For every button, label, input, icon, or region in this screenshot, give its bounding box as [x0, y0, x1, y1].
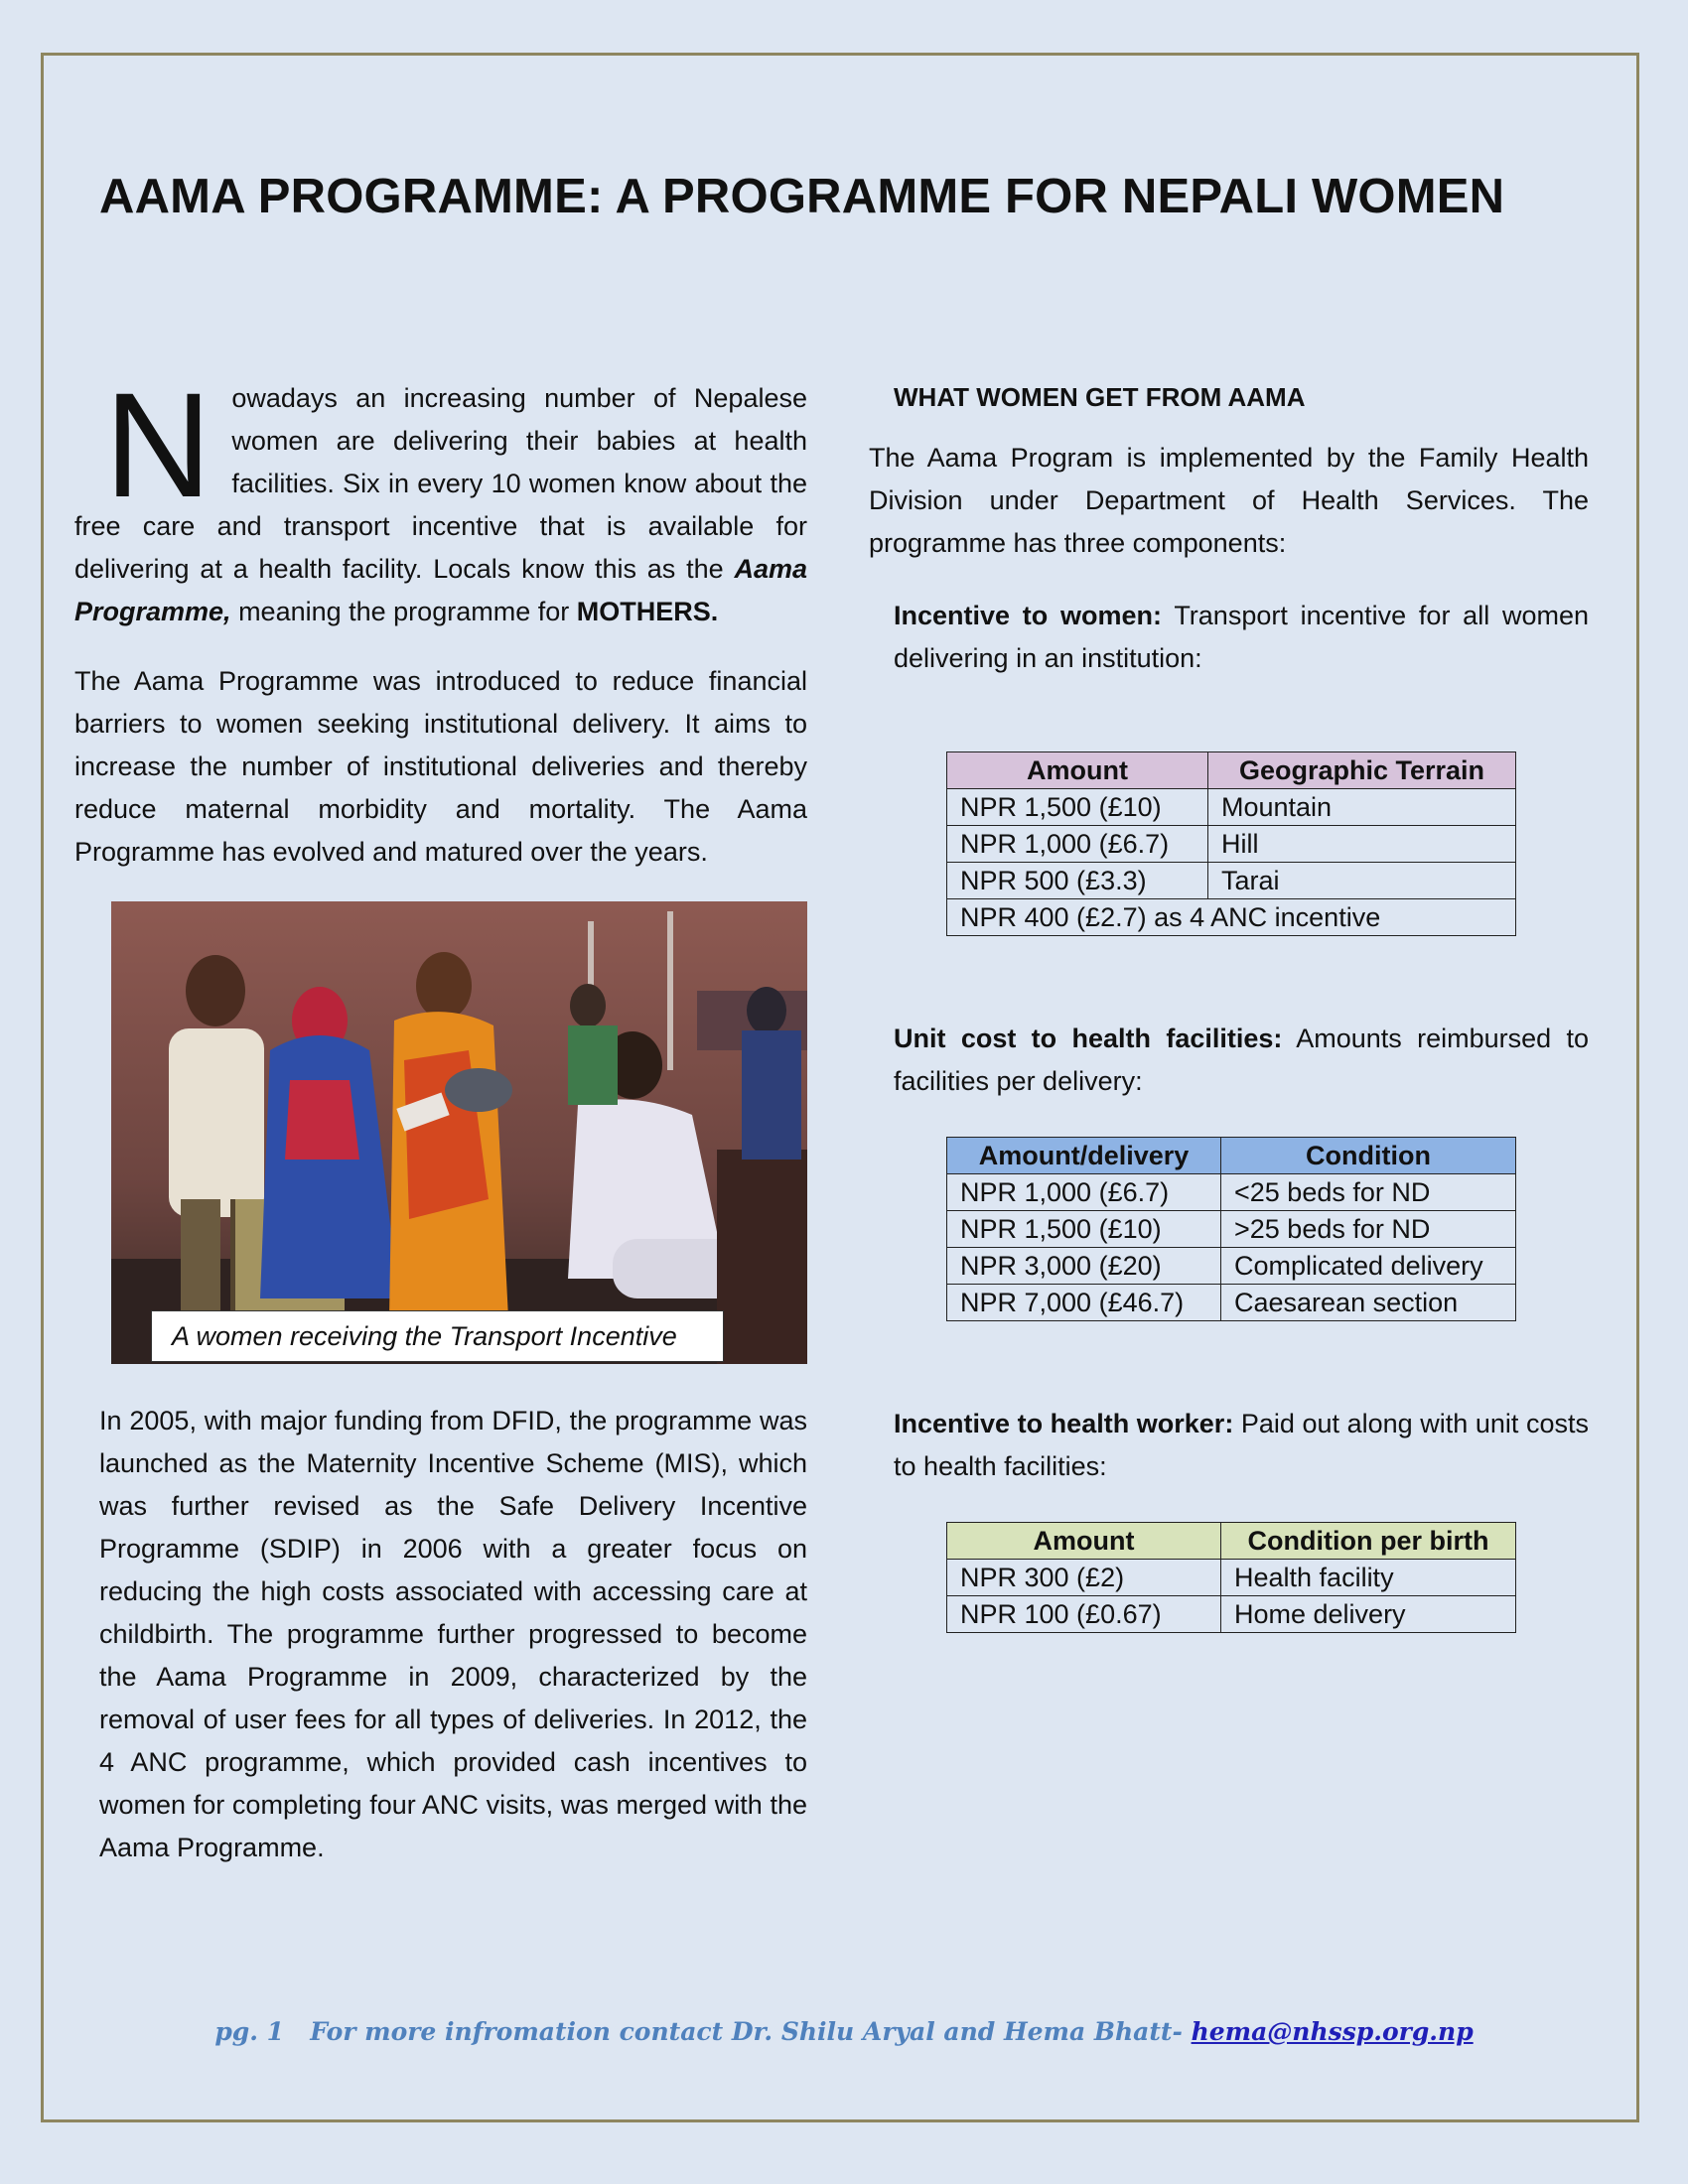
table-cell: Complicated delivery: [1221, 1248, 1516, 1285]
women-incentive-label: Incentive to women:: [894, 601, 1163, 630]
table-cell: NPR 1,500 (£10): [947, 1211, 1221, 1248]
page-footer: [0, 2017, 1688, 2046]
table-cell: NPR 400 (£2.7) as 4 ANC incentive: [947, 899, 1516, 936]
table-row: [947, 1560, 1516, 1596]
contact-text: For more infromation contact Dr. Shilu Aryal and Hema Bhatt-: [310, 2017, 1183, 2046]
table-cell: NPR 100 (£0.67): [947, 1596, 1221, 1633]
health-worker-text: Paid out along with unit costs to health facilities:: [894, 1409, 1589, 1481]
photo-figure: [111, 901, 807, 1364]
table-cell: NPR 3,000 (£20): [947, 1248, 1221, 1285]
table-cell: Caesarean section: [1221, 1285, 1516, 1321]
table-cell: NPR 1,000 (£6.7): [947, 826, 1208, 863]
table-cell: Mountain: [1208, 789, 1516, 826]
women-incentive-description: [894, 595, 1589, 680]
table-row: [947, 1174, 1516, 1211]
program-intro: The Aama Program is implemented by the Family Health Division under Department of Health Services. The programme has three components:: [869, 443, 1589, 558]
left-column: [74, 361, 807, 1869]
table-header-row: [947, 1138, 1516, 1174]
table-cell: Health facility: [1221, 1560, 1516, 1596]
intro-text: owadays an increasing number of Nepalese women are delivering their babies at health facilities. Six in every 10 women know about the free care and transport incentive that is available for delivering at a health facility. Locals know this as the: [74, 383, 807, 584]
table-cell: NPR 500 (£3.3): [947, 863, 1208, 899]
page-title: AAMA PROGRAMME: A PROGRAMME FOR NEPALI WOMEN: [99, 170, 1505, 223]
table-cell: NPR 7,000 (£46.7): [947, 1285, 1221, 1321]
table-cell: >25 beds for ND: [1221, 1211, 1516, 1248]
table-header-row: [947, 752, 1516, 789]
history-paragraph: In 2005, with major funding from DFID, the programme was launched as the Maternity Incentive Scheme (MIS), which was further revised as the Safe Delivery Incentive Programme (SDIP) in 2006 with a greater focus on reducing the high costs associated with accessing care at childbirth. The programme further progressed to become the Aama Programme in 2009, characterized by the removal of user fees for all types of deliveries. In 2012, the 4 ANC programme, which provided cash incentives to women for completing four ANC visits, was merged with the Aama Programme.: [99, 1406, 807, 1862]
facility-cost-label: Unit cost to health facilities:: [894, 1024, 1283, 1053]
table-cell: Home delivery: [1221, 1596, 1516, 1633]
women-incentive-table: [946, 751, 1516, 936]
table-cell: Hill: [1208, 826, 1516, 863]
table-row: [947, 1211, 1516, 1248]
intro-text-mid: meaning the programme for: [230, 597, 577, 626]
aims-paragraph: The Aama Programme was introduced to reduce financial barriers to women seeking institutional delivery. It aims to increase the number of institutional deliveries and thereby reduce maternal morbidity and mortality. The Aama Programme has evolved and matured over the years.: [74, 666, 807, 867]
table-cell: NPR 1,500 (£10): [947, 789, 1208, 826]
contact-email-link[interactable]: hema@nhssp.org.np: [1191, 2017, 1474, 2046]
table-cell: <25 beds for ND: [1221, 1174, 1516, 1211]
column-header: Amount: [947, 1523, 1221, 1560]
column-header: Geographic Terrain: [1208, 752, 1516, 789]
facility-cost-table: [946, 1137, 1516, 1321]
table-cell: Tarai: [1208, 863, 1516, 899]
health-worker-table: [946, 1522, 1516, 1633]
right-column: [869, 377, 1589, 1633]
mothers-emphasis: MOTHERS.: [576, 597, 719, 626]
intro-paragraph: [74, 361, 807, 633]
facility-cost-description: [894, 1018, 1589, 1103]
table-row: [947, 1285, 1516, 1321]
table-row: [947, 1596, 1516, 1633]
facility-cost-text: Amounts reimbursed to facilities per delivery:: [894, 1024, 1590, 1096]
table-row: [947, 1248, 1516, 1285]
table-row: [947, 789, 1516, 826]
table-row: [947, 899, 1516, 936]
column-header: Condition: [1221, 1138, 1516, 1174]
page-number: pg. 1: [214, 2017, 285, 2046]
women-incentive-text: Transport incentive for all women delivering in an institution:: [894, 601, 1589, 673]
table-cell: NPR 1,000 (£6.7): [947, 1174, 1221, 1211]
table-row: [947, 826, 1516, 863]
aama-programme-emphasis: Aama Programme,: [74, 554, 807, 626]
table-row: [947, 863, 1516, 899]
health-worker-description: [894, 1403, 1589, 1488]
column-header: Amount: [947, 752, 1208, 789]
health-worker-label: Incentive to health worker:: [894, 1409, 1234, 1438]
photo-caption: A women receiving the Transport Incentive: [151, 1310, 724, 1362]
drop-cap: N: [104, 361, 212, 528]
section-heading: WHAT WOMEN GET FROM AAMA: [894, 382, 1306, 412]
column-header: Condition per birth: [1221, 1523, 1516, 1560]
table-cell: NPR 300 (£2): [947, 1560, 1221, 1596]
column-header: Amount/delivery: [947, 1138, 1221, 1174]
table-header-row: [947, 1523, 1516, 1560]
transport-incentive-photo: [111, 901, 807, 1364]
